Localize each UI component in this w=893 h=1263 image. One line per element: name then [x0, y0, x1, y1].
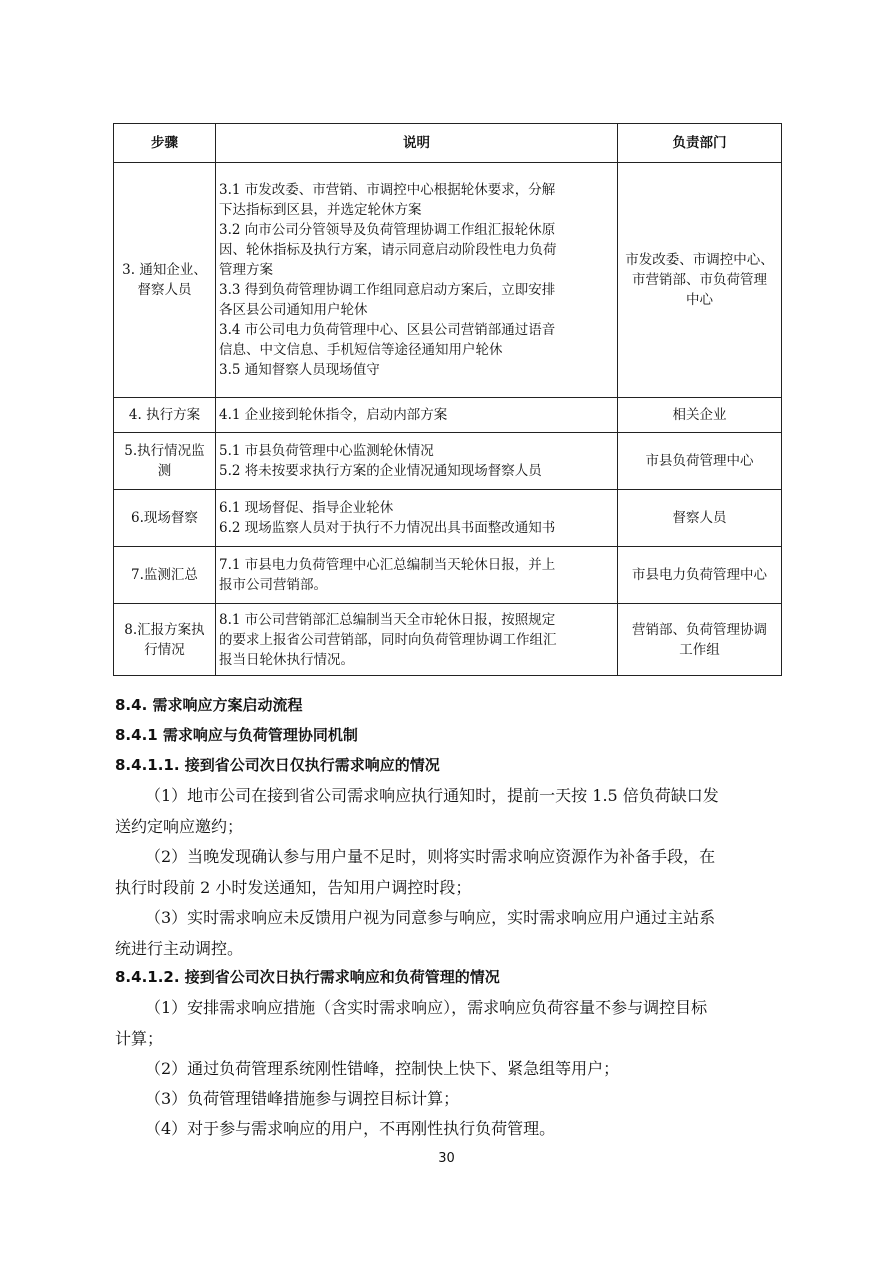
- description-line: 管理方案: [219, 262, 273, 278]
- subsubsection-heading: 8.4.1.1. 接到省公司次日仅执行需求响应的情况: [115, 756, 440, 774]
- step-cell: [114, 433, 216, 490]
- description-cell: [216, 604, 618, 676]
- description-line: 报市公司营销部。: [219, 577, 327, 593]
- page-number: 30: [438, 1151, 455, 1166]
- header-department: 负责部门: [618, 124, 782, 163]
- step-text: 行情况: [144, 641, 185, 658]
- step-cell: [114, 547, 216, 604]
- paragraph-text: （2）通过负荷管理系统刚性错峰，控制快上快下、紧急组等用户；: [145, 1059, 620, 1078]
- paragraph-text: 执行时段前 2 小时发送通知，告知用户调控时段；: [115, 878, 472, 897]
- paragraph: [115, 1113, 780, 1144]
- department-text: 市发改委、市调控中心、: [625, 252, 774, 268]
- paragraph-text: 统进行主动调控。: [115, 939, 244, 958]
- table-header-row: [114, 124, 782, 163]
- department-cell: [618, 604, 782, 676]
- description-line: 因、轮休指标及执行方案，请示同意启动阶段性电力负荷: [219, 242, 557, 258]
- department-text: 工作组: [679, 641, 720, 658]
- process-steps-table: [113, 123, 782, 676]
- step-text: 7.监测汇总: [131, 567, 198, 583]
- paragraph-text: （2）当晚发现确认参与用户量不足时，则将实时需求响应资源作为补备手段，在: [145, 847, 716, 866]
- step-cell: [114, 163, 216, 398]
- header-description: 说明: [216, 124, 618, 163]
- table-row: [114, 433, 782, 490]
- table-row: [114, 163, 782, 398]
- department-text: 营销部、负荷管理协调: [632, 621, 767, 638]
- paragraph-text: （3）实时需求响应未反馈用户视为同意参与响应，实时需求响应用户通过主站系: [145, 908, 716, 927]
- description-line: 7.1 市县电力负荷管理中心汇总编制当天轮休日报，并上: [219, 557, 556, 573]
- description-line: 3.2 向市公司分管领导及负荷管理协调工作组汇报轮休原: [219, 222, 556, 238]
- description-line: 3.4 市公司电力负荷管理中心、区县公司营销部通过语音: [219, 322, 556, 338]
- paragraph: [115, 780, 780, 842]
- department-text: 相关企业: [672, 407, 727, 423]
- description-line: 3.5 通知督察人员现场值守: [219, 362, 380, 378]
- table-row: [114, 547, 782, 604]
- department-text: 市县负荷管理中心: [645, 453, 754, 469]
- description-cell: [216, 163, 618, 398]
- step-text: 5.执行情况监: [124, 443, 205, 459]
- table-row: [114, 398, 782, 433]
- step-cell: [114, 398, 216, 433]
- paragraph-text: （3）负荷管理错峰措施参与调控目标计算；: [145, 1089, 460, 1108]
- step-text: 6.现场督察: [131, 510, 198, 526]
- header-step: 步骤: [114, 124, 216, 163]
- step-text: 督察人员: [137, 282, 192, 298]
- paragraph: [115, 841, 780, 903]
- description-line: 下达指标到区县，并选定轮休方案: [219, 202, 422, 218]
- description-line: 的要求上报省公司营销部，同时向负荷管理协调工作组汇: [219, 631, 557, 648]
- description-line: 各区县公司通知用户轮休: [219, 302, 368, 318]
- description-line: 6.1 现场督促、指导企业轮休: [219, 500, 394, 516]
- paragraph: [115, 992, 780, 1054]
- description-line: 5.2 将未按要求执行方案的企业情况通知现场督察人员: [219, 463, 542, 479]
- description-line: 报当日轮休执行情况。: [219, 651, 354, 668]
- department-cell: [618, 547, 782, 604]
- description-line: 4.1 企业接到轮休指令，启动内部方案: [219, 407, 448, 423]
- description-line: 信息、中文信息、手机短信等途径通知用户轮休: [219, 342, 503, 358]
- description-line: 3.3 得到负荷管理协调工作组同意启动方案后，立即安排: [219, 282, 556, 298]
- paragraph-text: （1）地市公司在接到省公司需求响应执行通知时，提前一天按 1.5 倍负荷缺口发: [145, 786, 719, 805]
- department-cell: [618, 398, 782, 433]
- department-text: 市营销部、市负荷管理: [632, 272, 767, 288]
- step-text: 8.汇报方案执: [124, 621, 205, 638]
- description-line: 6.2 现场监察人员对于执行不力情况出具书面整改通知书: [219, 520, 556, 536]
- paragraph-text: 送约定响应邀约；: [115, 817, 244, 836]
- paragraph: [115, 1053, 780, 1084]
- paragraph-text: （4）对于参与需求响应的用户，不再刚性执行负荷管理。: [145, 1119, 556, 1138]
- paragraph-text: 计算；: [115, 1029, 164, 1048]
- step-cell: [114, 490, 216, 547]
- description-line: 8.1 市公司营销部汇总编制当天全市轮休日报，按照规定: [219, 611, 556, 628]
- table-row: [114, 490, 782, 547]
- description-cell: [216, 433, 618, 490]
- step-text: 4. 执行方案: [128, 407, 201, 423]
- step-text: 3. 通知企业、: [122, 262, 207, 278]
- department-text: 督察人员: [672, 510, 727, 526]
- section-heading: 8.4. 需求响应方案启动流程: [115, 696, 303, 714]
- table-row: [114, 604, 782, 676]
- description-cell: [216, 490, 618, 547]
- department-cell: [618, 163, 782, 398]
- paragraph: [115, 1083, 780, 1114]
- department-cell: [618, 433, 782, 490]
- paragraph: [115, 902, 780, 964]
- department-cell: [618, 490, 782, 547]
- description-cell: [216, 398, 618, 433]
- description-line: 5.1 市县负荷管理中心监测轮休情况: [219, 443, 434, 459]
- department-text: 市县电力负荷管理中心: [632, 567, 767, 583]
- subsection-heading: 8.4.1 需求响应与负荷管理协同机制: [115, 726, 358, 744]
- paragraph-text: （1）安排需求响应措施（含实时需求响应），需求响应负荷容量不参与调控目标: [145, 998, 708, 1017]
- step-text: 测: [157, 463, 172, 479]
- description-cell: [216, 547, 618, 604]
- step-cell: [114, 604, 216, 676]
- description-line: 3.1 市发改委、市营销、市调控中心根据轮休要求，分解: [219, 182, 556, 198]
- department-text: 中心: [686, 292, 713, 308]
- subsubsection-heading: 8.4.1.2. 接到省公司次日执行需求响应和负荷管理的情况: [115, 968, 500, 986]
